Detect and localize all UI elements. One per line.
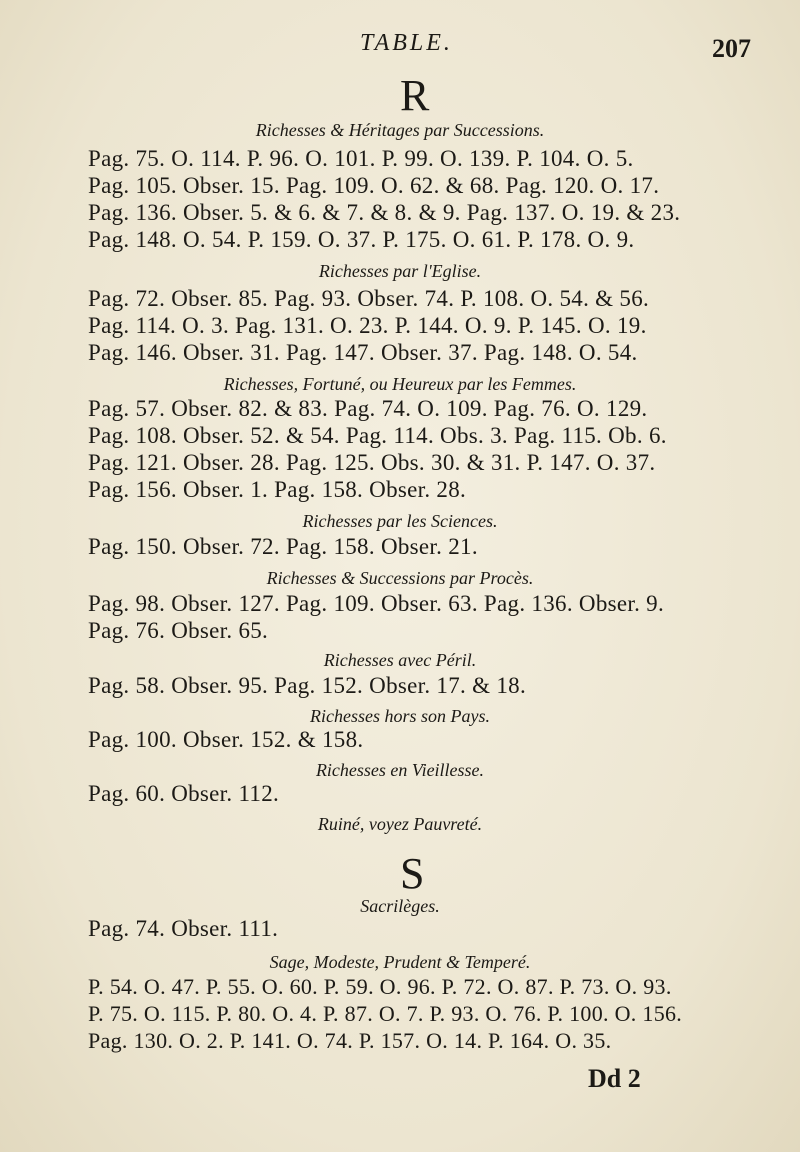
entry-heading: Richesses avec Péril. xyxy=(323,650,477,670)
entry-heading: Richesses hors son Pays. xyxy=(310,706,490,726)
entry-heading: Richesses en Vieillesse. xyxy=(315,760,485,780)
reference-line: Pag. 130. O. 2. P. 141. O. 74. P. 157. O. 14. P. 164. O. 35. xyxy=(88,1028,612,1053)
reference-line: Pag. 105. Obser. 15. Pag. 109. O. 62. & 68. Pag. 120. O. 17. xyxy=(88,173,660,198)
entry-heading: Richesses par les Sciences. xyxy=(302,511,498,531)
page-number: 207 xyxy=(712,34,751,63)
signature-mark: Dd 2 xyxy=(588,1064,641,1093)
entry-heading: Richesses & Successions par Procès. xyxy=(266,568,534,588)
reference-line: Pag. 108. Obser. 52. & 54. Pag. 114. Obs. 3. Pag. 115. Ob. 6. xyxy=(88,423,667,448)
entry-heading: Richesses & Héritages par Successions. xyxy=(255,120,545,140)
entry-heading: Richesses, Fortuné, ou Heureux par les Femmes. xyxy=(223,374,577,394)
reference-line: Pag. 156. Obser. 1. Pag. 158. Obser. 28. xyxy=(88,477,467,502)
reference-line: Pag. 136. Obser. 5. & 6. & 7. & 8. & 9. Pag. 137. O. 19. & 23. xyxy=(88,200,681,225)
running-title: TABLE. xyxy=(360,30,453,56)
reference-line: Pag. 57. Obser. 82. & 83. Pag. 74. O. 109. Pag. 76. O. 129. xyxy=(88,396,648,421)
section-letter-s: S xyxy=(400,849,425,898)
reference-line: Pag. 114. O. 3. Pag. 131. O. 23. P. 144. O. 9. P. 145. O. 19. xyxy=(88,313,647,338)
reference-line: P. 75. O. 115. P. 80. O. 4. P. 87. O. 7. P. 93. O. 76. P. 100. O. 156. xyxy=(88,1001,683,1026)
cross-reference-heading: Ruiné, voyez Pauvreté. xyxy=(317,814,483,834)
reference-line: Pag. 75. O. 114. P. 96. O. 101. P. 99. O. 139. P. 104. O. 5. xyxy=(88,146,634,171)
section-letter-r: R xyxy=(400,71,430,120)
reference-line: Pag. 76. Obser. 65. xyxy=(88,618,269,643)
reference-line: Pag. 74. Obser. 111. xyxy=(88,916,279,941)
reference-line: Pag. 100. Obser. 152. & 158. xyxy=(88,727,364,752)
entry-heading: Sacrilèges. xyxy=(360,896,440,916)
reference-line: P. 54. O. 47. P. 55. O. 60. P. 59. O. 96. P. 72. O. 87. P. 73. O. 93. xyxy=(88,974,672,999)
reference-line: Pag. 121. Obser. 28. Pag. 125. Obs. 30. & 31. P. 147. O. 37. xyxy=(88,450,656,475)
entry-heading: Richesses par l'Eglise. xyxy=(318,261,482,281)
reference-line: Pag. 148. O. 54. P. 159. O. 37. P. 175. O. 61. P. 178. O. 9. xyxy=(88,227,635,252)
reference-line: Pag. 58. Obser. 95. Pag. 152. Obser. 17. & 18. xyxy=(88,673,527,698)
reference-line: Pag. 72. Obser. 85. Pag. 93. Obser. 74. P. 108. O. 54. & 56. xyxy=(88,286,650,311)
reference-line: Pag. 98. Obser. 127. Pag. 109. Obser. 63. Pag. 136. Obser. 9. xyxy=(88,591,665,616)
reference-line: Pag. 150. Obser. 72. Pag. 158. Obser. 21. xyxy=(88,534,478,559)
reference-line: Pag. 60. Obser. 112. xyxy=(88,781,280,806)
reference-line: Pag. 146. Obser. 31. Pag. 147. Obser. 37. Pag. 148. O. 54. xyxy=(88,340,638,365)
entry-heading: Sage, Modeste, Prudent & Temperé. xyxy=(269,952,531,972)
